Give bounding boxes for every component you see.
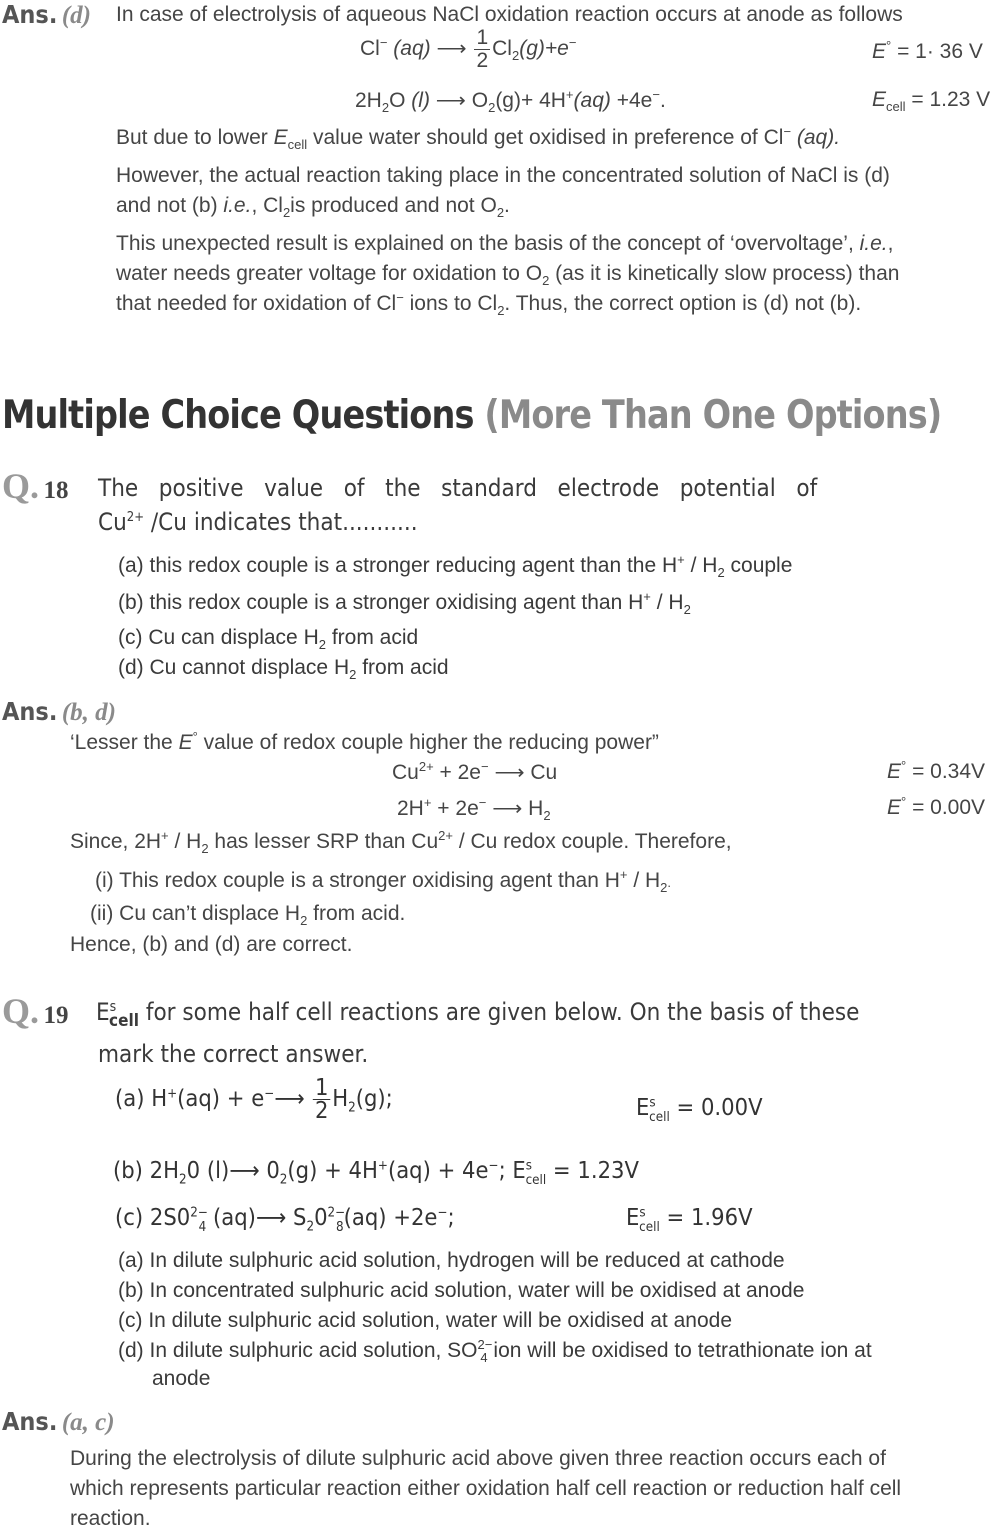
question-18-line1: The positive value of the standard electrode potential of bbox=[98, 474, 818, 502]
q19-option-c[interactable]: (c) In dilute sulphuric acid solution, water will be oxidised at anode bbox=[118, 1309, 732, 1332]
q18-quote: ‘Lesser the E° value of redox couple higher the reducing power” bbox=[70, 729, 659, 754]
q19-option-b[interactable]: (b) In concentrated sulphuric acid solution, water will be oxidised at anode bbox=[118, 1279, 805, 1302]
question-18-line2: $Cu^{2+}$ /Cu indicates that........... bbox=[98, 508, 418, 536]
q18-answer-row bbox=[2, 697, 116, 727]
equation-water-oxidation: $2H_2O$ (l) ⟶ $O_2(g)+ 4H^+(aq) +4e^-$. bbox=[355, 87, 666, 116]
answer-row-prev bbox=[2, 0, 91, 30]
q19-answer-row bbox=[2, 1407, 115, 1437]
paragraph-lower-ecell: But due to lower $E_{cell}$ value water should get oxidised in preference of Cl− (aq). bbox=[116, 124, 841, 153]
q18-point-2: (ii) Cu can’t displace $H_2$ from acid. bbox=[90, 902, 406, 929]
question-19-line2: mark the correct answer. bbox=[98, 1040, 369, 1068]
question-19-number: Q. 19 bbox=[2, 991, 69, 1031]
q18-point-1: (i) This redox couple is a stronger oxidising agent than $H^+ / H_2$. bbox=[95, 867, 672, 896]
q19-explanation: During the electrolysis of dilute sulphuric acid above given three reaction occurs each of which represents particular reaction either oxidation half cell reaction or reduction half cell reaction. bbox=[70, 1447, 902, 1530]
q19-reaction-c-potential: $E^s_{cell} = 1.96V$ bbox=[626, 1205, 753, 1235]
q18-eq-cu-potential: E° = 0.34V bbox=[887, 758, 986, 783]
equation-cl-oxidation: Cl− (aq) ⟶ $\frac{1}{2}$ $Cl_2(g)+e^-$ bbox=[360, 26, 577, 72]
answer-label: Ans. bbox=[2, 697, 58, 726]
q18-option-b[interactable]: (b) this redox couple is a stronger oxidising agent than $H^+ / H_2$ bbox=[118, 589, 691, 618]
q19-reaction-a-potential: $E^s_{cell} = 0.00V$ bbox=[636, 1095, 763, 1125]
q19-option-a[interactable]: (a) In dilute sulphuric acid solution, hydrogen will be reduced at cathode bbox=[118, 1249, 785, 1272]
q18-since: Since, $2H^+ / H_2$ has lesser SRP than $Cu^{2+}$ / Cu redox couple. Therefore, bbox=[70, 828, 732, 857]
q19-option-d[interactable]: (d) In dilute sulphuric acid solution, $SO^{2-}_4$ ion will be oxidised to tetrathionate ion at anode bbox=[118, 1337, 872, 1390]
question-18-number: Q. 18 bbox=[2, 466, 69, 506]
paragraph-actual-reaction: However, the actual reaction taking place in the concentrated solution of NaCl is (d) and not (b) i.e., $Cl_2is$ produced and not $O_2$. bbox=[116, 164, 890, 221]
question-19-line1: $E^s_{cell}$ for some half cell reactions are given below. On the basis of these bbox=[96, 998, 860, 1031]
q19-reaction-c: (c) $2S0^{2-}_4$ (aq)⟶ $S_20^{2-}_8(aq) +2e^-$; bbox=[115, 1205, 455, 1235]
fraction-half: $\frac{1}{2}$ bbox=[476, 26, 489, 72]
answer-value: (b, d) bbox=[61, 699, 116, 726]
q19-reaction-b: (b) $2H_20$ (l)⟶ $0_2(g) + 4H^+(aq) + 4e^-$; $E^s_{cell} = 1.23V$ bbox=[113, 1158, 639, 1188]
q18-option-a[interactable]: (a) this redox couple is a stronger reducing agent than the $H^+ / H_2$ couple bbox=[118, 552, 793, 581]
answer-label: Ans. bbox=[2, 0, 58, 29]
eq1-potential: E° = 1· 36 V bbox=[872, 38, 983, 63]
fraction-half: $\frac{1}{2}$ bbox=[315, 1075, 329, 1124]
q19-reaction-a: (a) H+(aq) + e−⟶ $\frac{1}{2}$ $H_2(g)$; bbox=[115, 1075, 393, 1124]
answer-value: (d) bbox=[61, 2, 91, 29]
q18-option-d[interactable]: (d) Cu cannot displace $H_2$ from acid bbox=[118, 656, 449, 683]
section-heading: Multiple Choice Questions (More Than One Options) bbox=[2, 393, 942, 438]
q18-eq-cu: $Cu^{2+} + 2e^-$ ⟶ Cu bbox=[392, 759, 558, 784]
q18-eq-h: 2H+ + 2e− ⟶ $H_2$ bbox=[397, 795, 551, 824]
paragraph-overvoltage: This unexpected result is explained on the basis of the concept of ‘overvoltage’, i.e., water needs greater voltage for oxidation to $O_2$ (as it is kinetically slow process) than that needed for oxidation of Cl− ions to $Cl_2$. Thus, the correct option is (d) not (b). bbox=[116, 232, 900, 319]
eq2-potential: $E_{cell} = 1.23$ V bbox=[872, 88, 991, 115]
q18-eq-h-potential: E° = 0.00V bbox=[887, 794, 986, 819]
q18-option-c[interactable]: (c) Cu can displace $H_2$ from acid bbox=[118, 626, 419, 653]
answer-intro: In case of electrolysis of aqueous NaCl oxidation reaction occurs at anode as follows bbox=[116, 3, 903, 26]
q18-hence: Hence, (b) and (d) are correct. bbox=[70, 933, 353, 956]
answer-value: (a, c) bbox=[61, 1409, 115, 1436]
answer-label: Ans. bbox=[2, 1407, 58, 1436]
